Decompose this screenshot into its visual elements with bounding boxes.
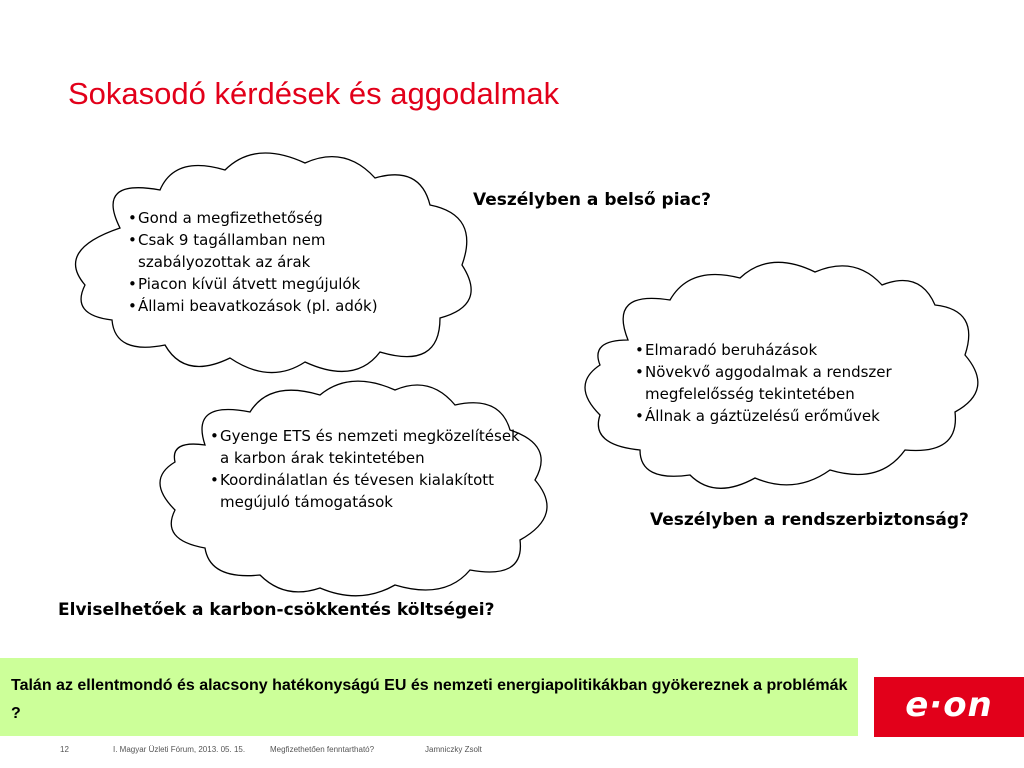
- footer-author: Jamniczky Zsolt: [425, 745, 482, 754]
- eon-logo: [874, 677, 1024, 737]
- footer-event: I. Magyar Üzleti Fórum, 2013. 05. 15.: [113, 745, 246, 754]
- footer-page-number: 12: [60, 745, 69, 754]
- cloud-3-text: [210, 425, 520, 513]
- conclusion-banner: [0, 658, 858, 736]
- conclusion-text: Talán az ellentmondó és alacsony hatékonyságú EU és nemzeti energiapolitikákban gyökereznek a problémák ?: [11, 677, 848, 722]
- question-system-security: Veszélyben a rendszerbiztonság?: [650, 510, 969, 530]
- question-carbon-costs: Elviselhetőek a karbon-csökkentés költségei?: [58, 600, 495, 620]
- cloud-1-item: • Piacon kívül átvett megújulók: [128, 273, 408, 295]
- cloud-2-list: [635, 339, 925, 427]
- cloud-2-item: • Növekvő aggodalmak a rendszer megfelelősség tekintetében: [635, 361, 925, 405]
- cloud-1-item: • Gond a megfizethetőség: [128, 207, 408, 229]
- cloud-3-item: • Koordinálatlan és tévesen kialakított megújuló támogatások: [210, 469, 520, 513]
- footer-topic: Megfizethetően fenntartható?: [270, 745, 375, 754]
- cloud-2-item: • Elmaradó beruházások: [635, 339, 925, 361]
- cloud-1-item: • Állami beavatkozások (pl. adók): [128, 295, 408, 317]
- cloud-1-item: • Csak 9 tagállamban nem szabályozottak az árak: [128, 229, 408, 273]
- cloud-2-text: [635, 339, 925, 427]
- eon-logo-text: e·on: [905, 685, 993, 725]
- cloud-3-list: [210, 425, 520, 513]
- cloud-3-item: • Gyenge ETS és nemzeti megközelítések a karbon árak tekintetében: [210, 425, 520, 469]
- cloud-2-item: • Állnak a gáztüzelésű erőművek: [635, 405, 925, 427]
- cloud-1-text: [128, 207, 408, 317]
- slide-title: Sokasodó kérdések és aggodalmak: [68, 76, 560, 111]
- cloud-1-list: [128, 207, 408, 317]
- question-internal-market: Veszélyben a belső piac?: [473, 190, 711, 210]
